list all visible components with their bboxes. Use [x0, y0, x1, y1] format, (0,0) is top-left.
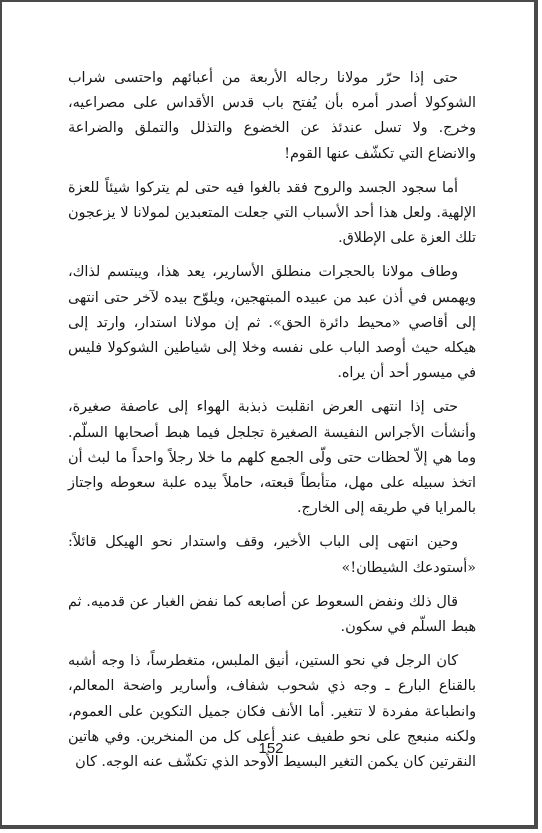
paragraph-1: حتى إذا حرّر مولانا رجاله الأربعة من أعبائهم واحتسى شراب الشوكولا أصدر أمره بأن يُفتح باب قدس الأقداس على مصراعيه، وخرج. ولا تسل عندئذ عن الخضوع والتذلل والتملق والضراعة والانضاع التي تكشّف عنها القوم! — [68, 70, 476, 162]
paragraph-3: وطاف مولانا بالحجرات منطلق الأسارير، يعد هذا، ويبتسم لذاك، ويهمس في أذن عبد من عبيده المبتهجين، ويلوّح بيده لآخر حتى انتهى إلى أقاصي «محيط دائرة الحق». ثم إن مولانا استدار، وارتد إلى هيكله حيث أوصد الباب على نفسه وخلا إلى شياطين الشوكولا فليس في ميسور أحد أن يراه. — [68, 264, 476, 382]
paragraph-4: حتى إذا انتهى العرض انقلبت ذبذبة الهواء إلى عاصفة صغيرة، وأنشأت الأجراس النفيسة الصغيرة تجلجل فيما هبط أصحابها السلّم. وما هي إلاّ لحظات حتى ولّى الجمع كلهم ما خلا رجلاً واحداً ما لبث أن اتخذ سبيله على مهل، متأبطاً قبعته، حاملاً بيده علبة سعوطه واجتاز بالمرايا في طريقه إلى الخارج. — [68, 399, 476, 517]
paragraph-6: قال ذلك ونفض السعوط عن أصابعه كما نفض الغبار عن قدميه. ثم هبط السلّم في سكون. — [68, 593, 476, 636]
paragraph-5: وحين انتهى إلى الباب الأخير، وقف واستدار نحو الهيكل قائلاً: «أستودعك الشيطان!» — [68, 534, 476, 576]
page-body — [68, 66, 476, 775]
page-number: 152 — [258, 740, 284, 757]
paragraph-2: أما سجود الجسد والروح فقد بالغوا فيه حتى لم يتركوا شيئاً للعزة الإلهية. ولعل هذا أحد الأسباب التي جعلت المتعبدين لمولانا لا يزعجون تلك العزة على الإطلاق. — [68, 179, 476, 247]
paragraph-7: كان الرجل في نحو الستين، أنيق الملبس، متغطرساً، ذا وجه أشبه بالقناع البارع ـ وجه ذي شحوب شفاف، وأسارير واضحة المعالم، وانطباعة مفردة لا تتغير. أما الأنف فكان جميل التكوين على العموم، ولكنه منبعج على نحو طفيف عند أعلى كل من المنخرين. وفي هاتين النقرتين كان يكمن التغير البسيط الأوحد الذي تكشّف عنه الوجه. كان — [68, 653, 476, 771]
